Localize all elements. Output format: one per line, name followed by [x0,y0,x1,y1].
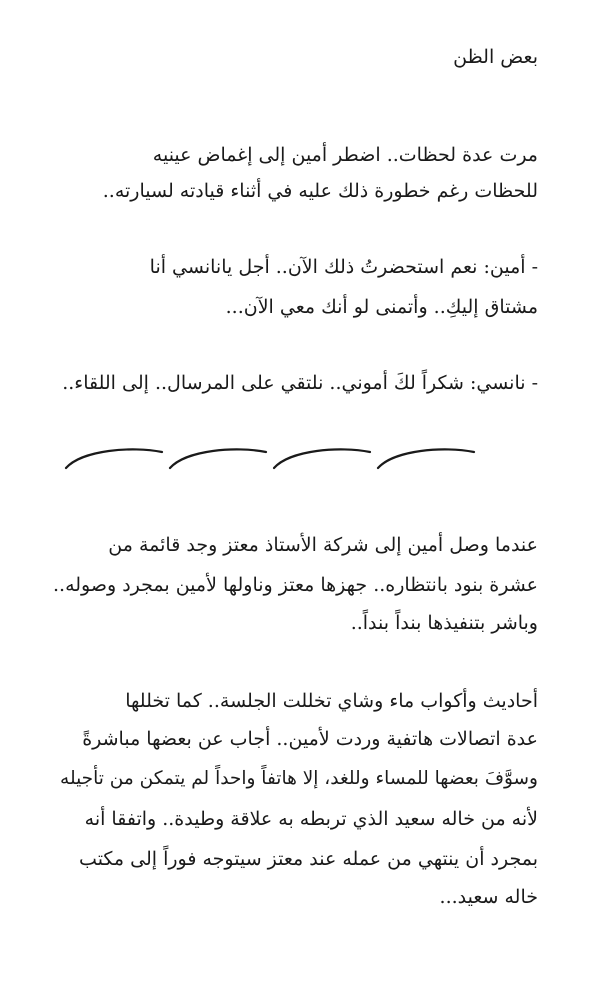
paragraph-2-line-1: - أمين: نعم استحضرتُ ذلك الآن.. أجل يانانسي أنا [149,256,538,278]
paragraph-5-line-5: بمجرد أن ينتهي من عمله عند معتز سيتوجه فوراً إلى مكتب [79,848,538,870]
paragraph-4-line-3: وباشر بتنفيذها بنداً بنداً.. [350,612,538,634]
paragraph-1-line-1: مرت عدة لحظات.. اضطر أمين إلى إغماض عينيه [152,144,538,166]
paragraph-5-line-6: خاله سعيد... [439,886,538,908]
paragraph-5-line-1: أحاديث وأكواب ماء وشاي تخللت الجلسة.. كما تخللها [125,690,538,712]
paragraph-5-line-4: لأنه من خاله سعيد الذي تربطه به علاقة وطيدة.. واتفقا أنه [84,808,538,830]
page-title: بعض الظن [453,46,538,68]
paragraph-5-line-3: وسوَّفَ بعضها للمساء وللغد، إلا هاتفاً واحداً لم يتمكن من تأجيله [60,768,538,789]
paragraph-4-line-1: عندما وصل أمين إلى شركة الأستاذ معتز وجد قائمة من [108,534,538,556]
paragraph-3-line-1: - نانسي: شكراً لكَ أموني.. نلتقي على المرسال.. إلى اللقاء.. [62,372,538,394]
wavy-divider-ornament [62,438,482,478]
paragraph-1-line-2: للحظات رغم خطورة ذلك عليه في أثناء قيادته لسيارته.. [102,180,538,202]
paragraph-5-line-2: عدة اتصالات هاتفية وردت لأمين.. أجاب عن بعضها مباشرةً [82,728,538,750]
paragraph-4-line-2: عشرة بنود بانتظاره.. جهزها معتز وناولها لأمين بمجرد وصوله.. [52,574,538,596]
paragraph-2-line-2: مشتاق إليكِ.. وأتمنى لو أنك معي الآن... [225,296,538,318]
